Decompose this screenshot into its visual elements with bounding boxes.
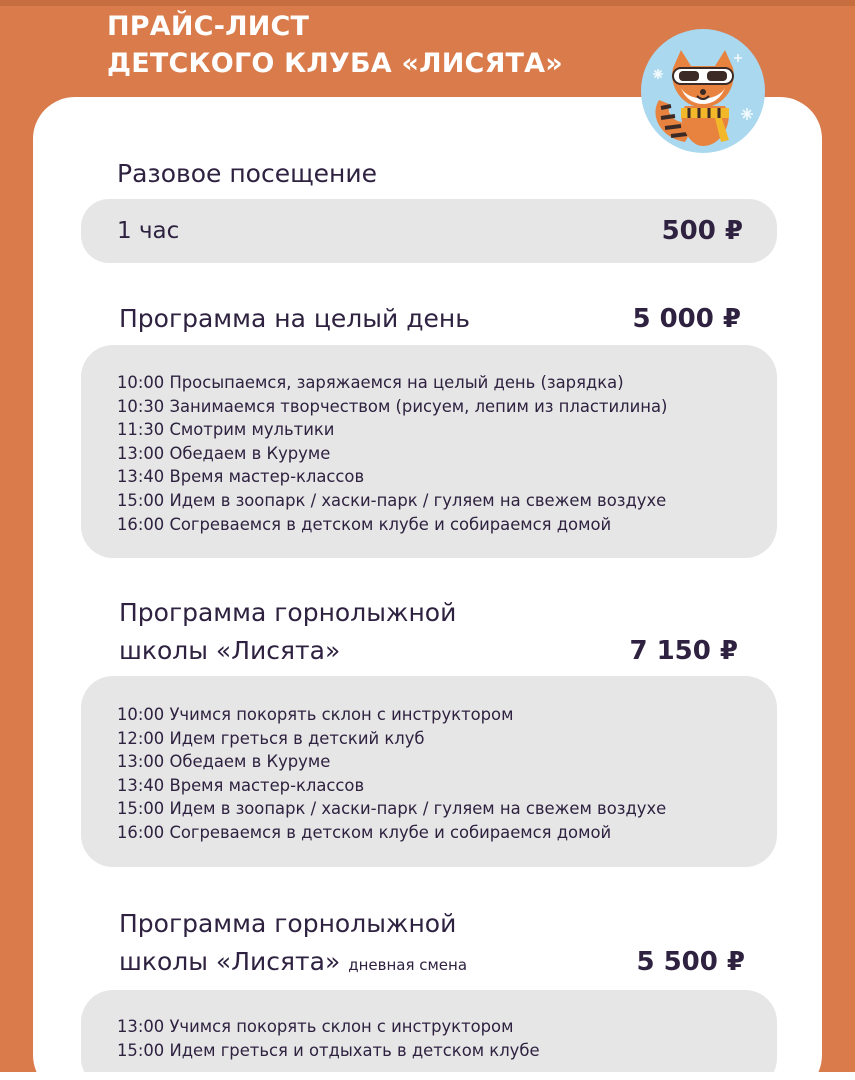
- fox-skier-logo-icon: [637, 28, 769, 154]
- ski-school-day-price: 5 500 ₽: [636, 947, 745, 977]
- bottom-strip: [0, 1072, 855, 1080]
- full-day-title: Программа на целый день: [119, 304, 470, 333]
- schedule-item: 10:00 Учимся покорять склон с инструктором: [117, 705, 514, 724]
- ski-school-day-schedule-box: [81, 990, 777, 1080]
- ski-school-schedule: [117, 703, 666, 845]
- schedule-item: 13:00 Обедаем в Куруме: [117, 443, 331, 463]
- ski-school-title-line2: школы «Лисята»: [119, 636, 341, 665]
- header-title-line2: ДЕТСКОГО КЛУБА «ЛИСЯТА»: [107, 48, 563, 79]
- full-day-schedule: [117, 371, 667, 536]
- single-visit-title: Разовое посещение: [117, 159, 378, 188]
- schedule-item: 10:30 Занимаемся творчеством (рисуем, лепим из пластилина): [117, 396, 668, 416]
- schedule-item: 15:00 Идем в зоопарк / хаски-парк / гуляем на свежем воздухе: [117, 799, 667, 819]
- full-day-price: 5 000 ₽: [632, 304, 741, 334]
- header-title-line1: ПРАЙС-ЛИСТ: [107, 11, 310, 42]
- schedule-item: 15:00 Идем в зоопарк / хаски-парк / гуляем на свежем воздухе: [117, 490, 667, 510]
- top-strip: [0, 0, 855, 6]
- full-day-schedule-box: [81, 345, 777, 558]
- single-visit-row: [81, 199, 777, 263]
- single-visit-label: 1 час: [117, 218, 180, 244]
- schedule-item: 13:00 Учимся покорять склон с инструктором: [117, 1017, 514, 1036]
- schedule-item: 15:00 Идем греться и отдыхать в детском клубе: [117, 1040, 540, 1060]
- schedule-item: 16:00 Согреваемся в детском клубе и собираемся домой: [117, 514, 612, 534]
- schedule-item: 13:40 Время мастер-классов: [117, 775, 365, 795]
- schedule-item: 12:00 Идем греться в детский клуб: [117, 728, 425, 748]
- ski-school-price: 7 150 ₽: [629, 636, 738, 666]
- schedule-item: 13:40 Время мастер-классов: [117, 467, 365, 487]
- ski-school-day-title-text: школы «Лисята»: [119, 947, 341, 976]
- schedule-item: 13:00 Обедаем в Куруме: [117, 752, 331, 772]
- ski-school-day-title-line1: Программа горнолыжной: [119, 909, 457, 938]
- schedule-item: 10:00 Просыпаемся, заряжаемся на целый день (зарядка): [117, 373, 624, 392]
- ski-school-day-note: дневная смена: [348, 956, 468, 974]
- ski-school-schedule-box: [81, 676, 777, 867]
- ski-school-day-title-line2: [119, 942, 467, 985]
- header-title: [107, 8, 563, 82]
- ski-school-title-line1: Программа горнолыжной: [119, 598, 457, 627]
- schedule-item: 16:00 Согреваемся в детском клубе и собираемся домой: [117, 822, 612, 842]
- schedule-item: 11:30 Смотрим мультики: [117, 420, 335, 440]
- ski-school-day-schedule: [117, 1015, 540, 1062]
- single-visit-price: 500 ₽: [661, 216, 743, 246]
